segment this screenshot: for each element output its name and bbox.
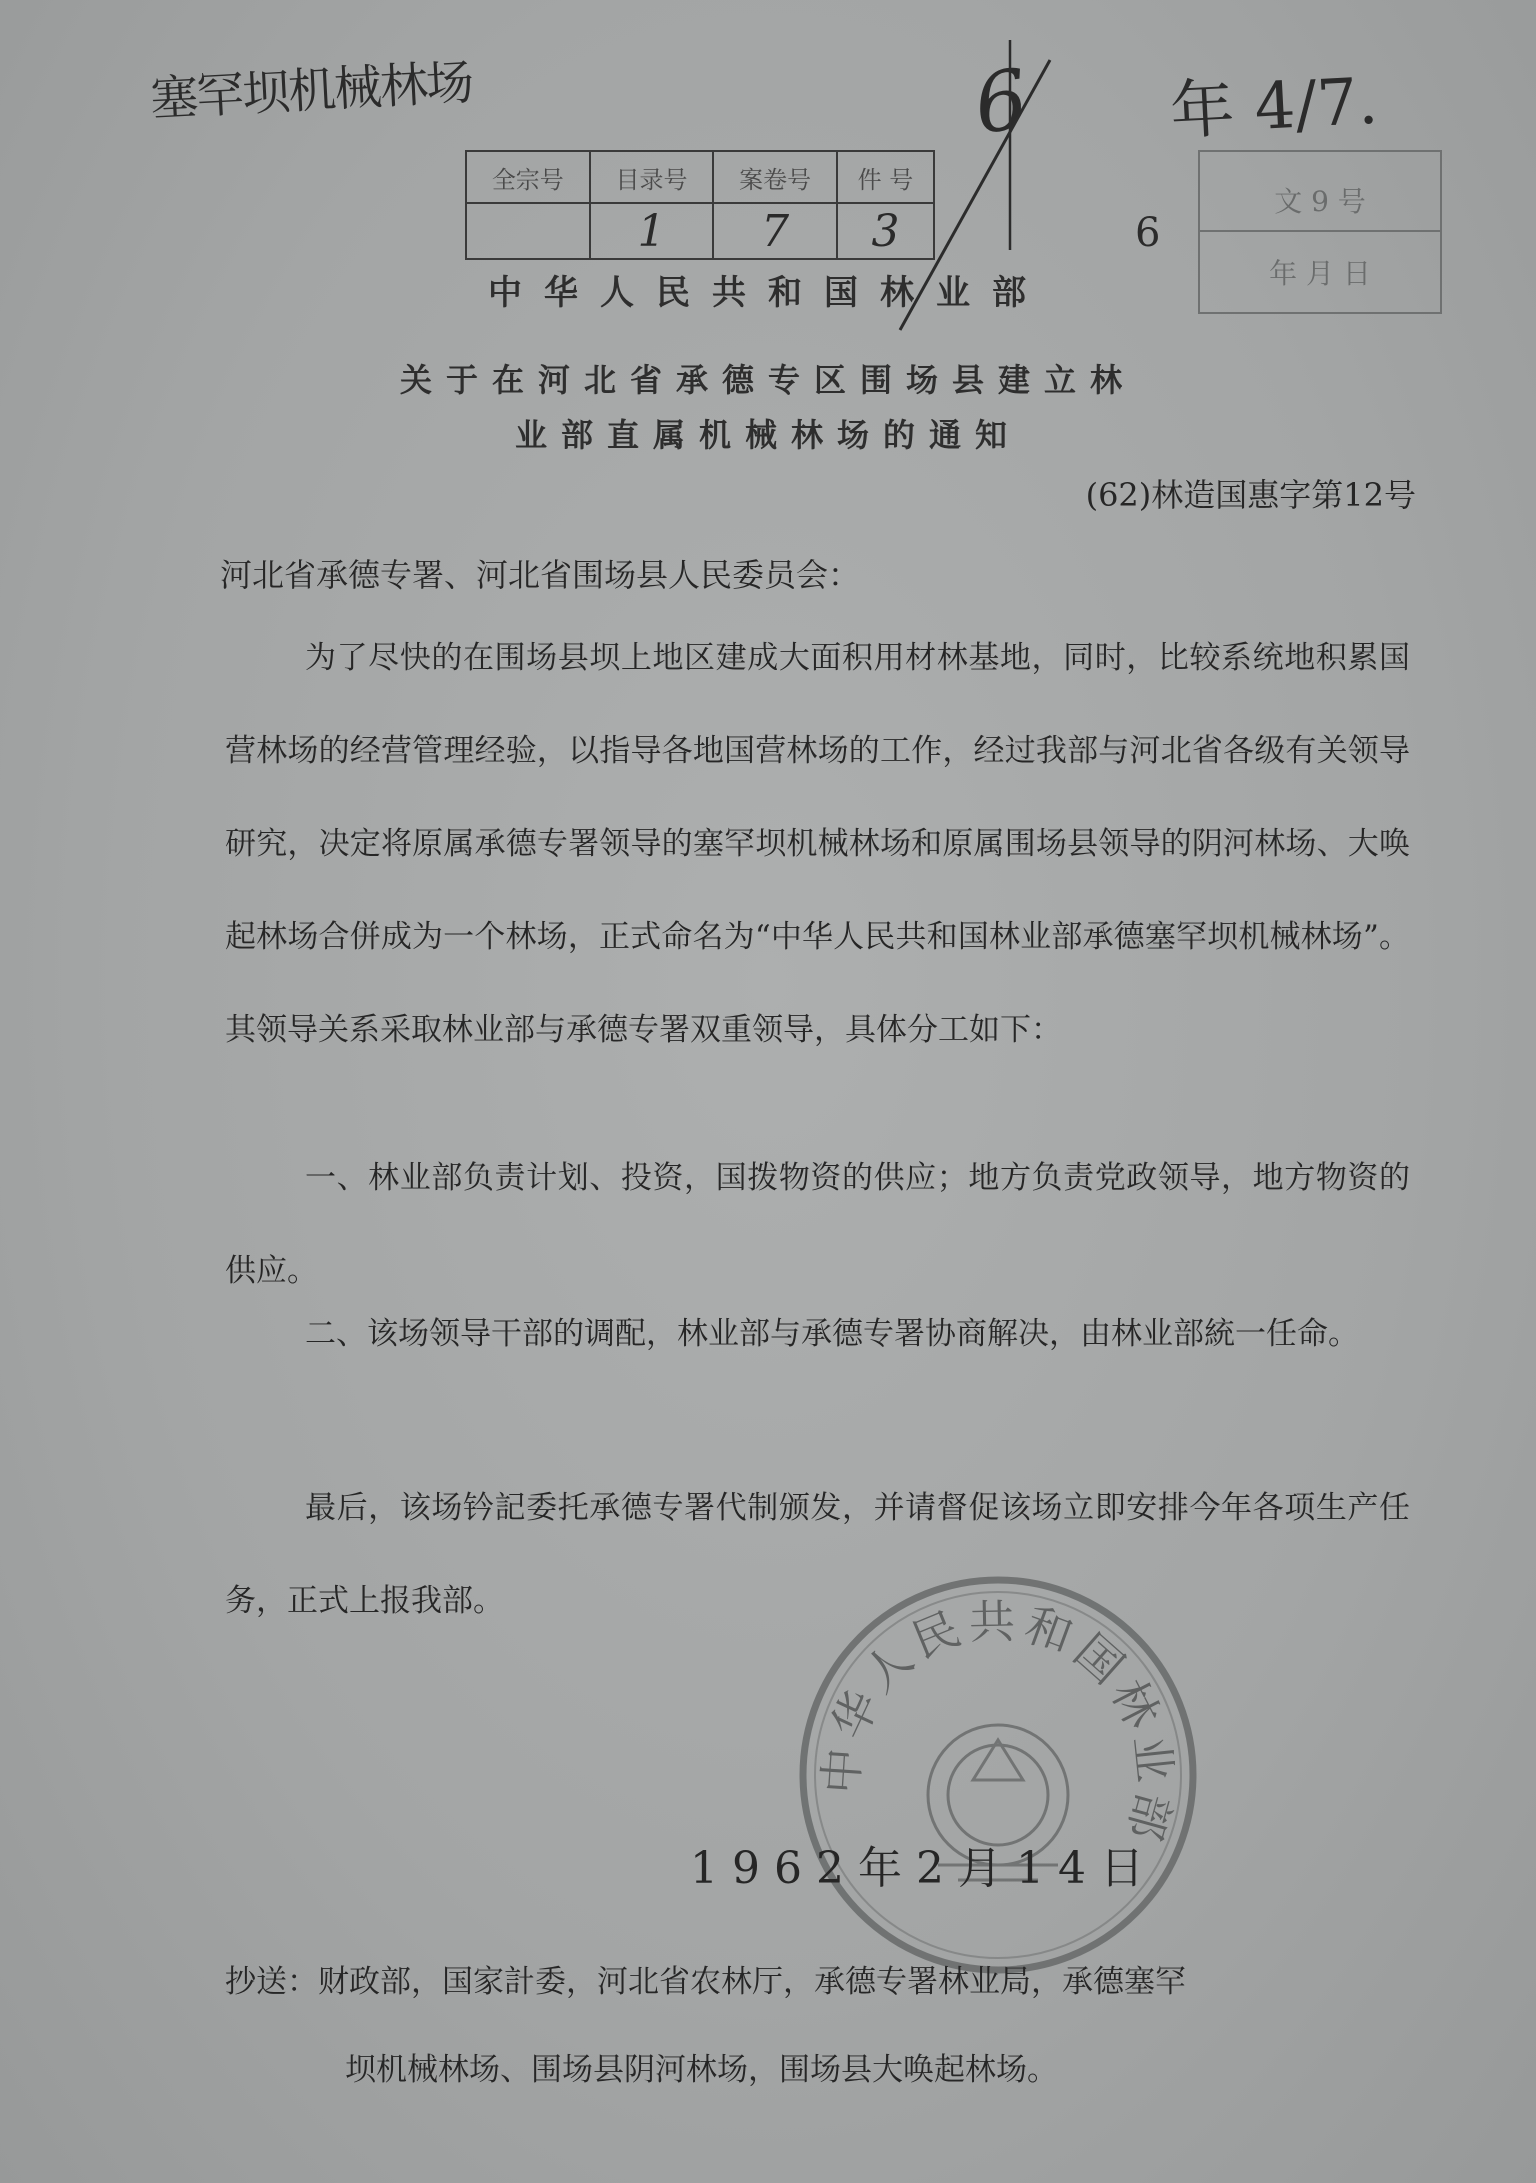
receipt-stamp-date: 年 月 日 [1269,257,1371,290]
archive-value-file: 7 [713,203,837,259]
cc-line-1: 抄送：财政部，国家計委，河北省农林厅，承德专署林业局，承德塞罕 [225,1964,1186,2000]
addressee: 河北省承德专署、河北省围场县人民委员会： [220,556,861,594]
paragraph-3: 二、该场领导干部的调配，林业部与承德专署协商解决，由林业部統一任命。 [305,1316,1359,1352]
carbon-copy-block [225,1938,1405,2114]
archive-value-item: 3 [837,203,934,259]
archive-header-catalog: 目录号 [590,151,714,203]
archive-header-item: 件 号 [837,151,934,203]
handwritten-year-note: 年 4/7. [1168,64,1380,150]
archive-value-fonds [466,203,590,259]
archive-header-fonds: 全宗号 [466,151,590,203]
archive-header-file: 案卷号 [713,151,837,203]
divider [1200,230,1440,232]
paragraph-4: 最后，该场钤記委托承德专署代制颁发，并请督促该场立即安排今年各项生产任务，正式上报我部。 [225,1490,1410,1619]
archive-number-table [465,150,935,260]
archive-value-catalog: 1 [590,203,714,259]
issue-date: 1962年2月14日 [690,1843,1158,1894]
paragraph-2: 一、林业部负责计划、投资，国拨物资的供应；地方负责党政领导，地方物资的供应。 [225,1160,1410,1289]
title-line-2: 业部直属机械林场的通知 [514,416,1021,454]
issuer-name: 中华人民共和国林业部 [488,273,1048,313]
seal-ring-text: 中华人民共和国林业部 [813,1594,1183,1852]
title-line-1: 关于在河北省承德专区围场县建立林 [399,361,1136,399]
paragraph-1: 为了尽快的在围场县坝上地区建成大面积用材林基地，同时，比较系统地积累国营林场的经营管理经验，以指导各地国营林场的工作，经过我部与河北省各级有关领导研究，决定将原属承德专署领导的塞罕坝机械林场和原属围场县领导的阴河林场、大唤起林场合併成为一个林场，正式命名为“中华人民共和国林业部承德塞罕坝机械林场”。其领导关系采取林业部与承德专署双重领导，具体分工如下： [225,640,1410,1048]
receipt-stamp-row: 文 9 号 [1274,185,1366,218]
handwritten-number: 6 [968,51,1034,154]
handwritten-note: 塞罕坝机械林场 [148,54,474,128]
cc-line-2: 坝机械林场、围场县阴河林场，围场县大唤起林场。 [345,2052,1058,2088]
document-number: (62)林造国惠字第12号 [1085,476,1416,514]
handwritten-mark: 6 [1135,210,1161,256]
official-seal [788,1565,1208,1985]
